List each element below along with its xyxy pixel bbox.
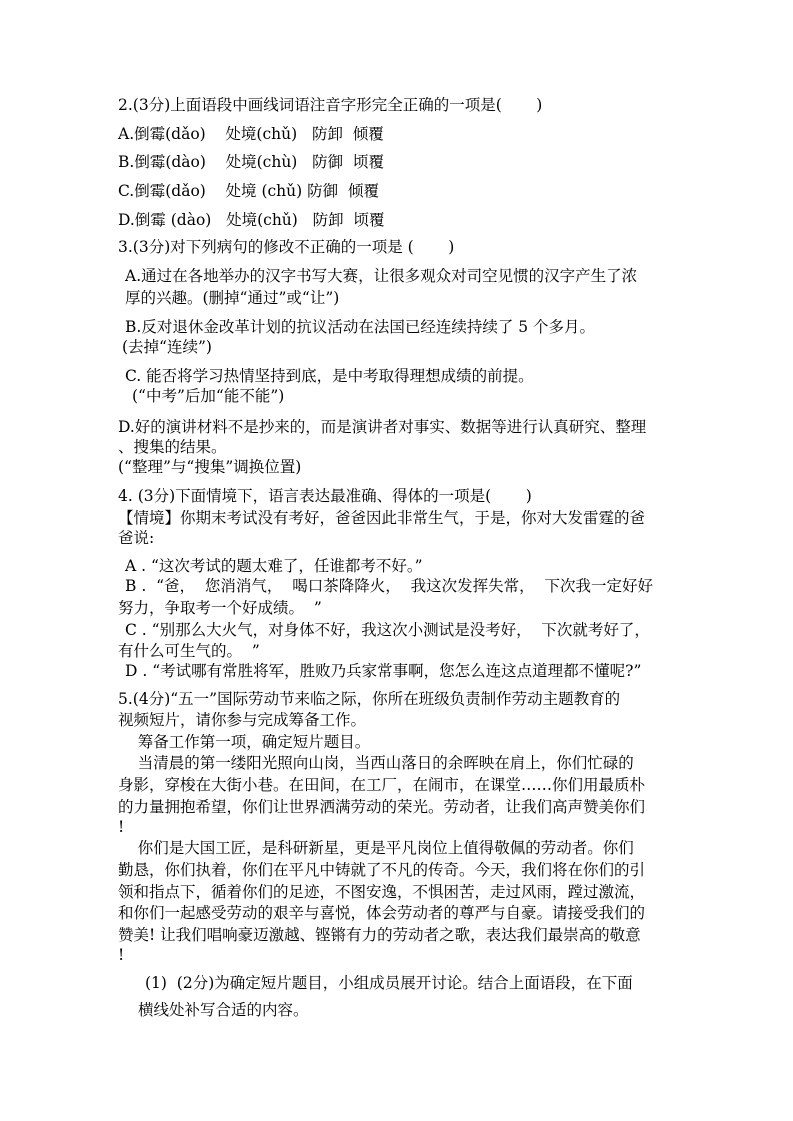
q3-option-a-line2: 厚的兴趣。(删掉“通过”或“让”) — [125, 289, 340, 307]
q5-passage1-line3: 的力量拥抱希望，你们让世界洒满劳动的荣光。劳动者，让我们高声赞美你们 — [118, 798, 646, 816]
q4-option-c-line2: 有什么可生气的。 ” — [118, 642, 260, 660]
q4-option-b-line1: B . “爸， 您消消气， 喝口茶降降火， 我这次发挥失常， 下次我一定好好 — [125, 577, 653, 595]
q3-option-d-line1: D.好的演讲材料不是抄来的，而是演讲者对事实、数据等进行认真研究、整理 — [118, 418, 647, 436]
q5-passage1-line2: 身影，穿梭在大街小巷。在田间，在工厂，在闹市，在课堂……你们用最质朴 — [118, 776, 646, 794]
q2-stem: 2.(3分)上面语段中画线词语注音字形完全正确的一项是( ) — [118, 96, 543, 114]
q4-option-c-line1: C . “别那么大火气，对身体不好，我这次小测试是没考好， 下次就考好了， — [125, 621, 650, 639]
q5-task: 筹备工作第一项，确定短片题目。 — [118, 733, 371, 751]
q3-option-d-line3: (“整理”与“搜集”调换位置) — [118, 458, 302, 476]
q5-stem-line1: 5.(4分)“五一”国际劳动节来临之际，你所在班级负责制作劳动主题教育的 — [118, 690, 621, 708]
q5-sub1-line2: 横线处补写合适的内容。 — [138, 1001, 309, 1019]
q5-passage2-line4: 和你们一起感受劳动的艰辛与喜悦，体会劳动者的尊严与自豪。请接受我们的 — [118, 904, 646, 922]
q3-option-a-line1: A.通过在各地举办的汉字书写大赛，让很多观众对司空见惯的汉字产生了浓 — [125, 267, 638, 285]
q2-option-a: A.倒霉(dǎo) 处境(chǔ) 防卸 倾覆 — [118, 125, 384, 143]
q3-option-b-line2: (去掉“连续”) — [122, 338, 212, 356]
q5-passage2-line6: ! — [118, 946, 125, 964]
q4-option-b-line2: 努力，争取考一个好成绩。 ” — [118, 599, 322, 617]
q5-stem-line2: 视频短片，请你参与完成筹备工作。 — [118, 711, 367, 729]
q5-passage2-line3: 领和指点下，循着你们的足迹，不图安逸，不惧困苦，走过风雨，蹚过激流， — [118, 883, 646, 901]
q5-sub1-line1: (1) (2分)为确定短片题目，小组成员展开讨论。结合上面语段，在下面 — [145, 974, 633, 992]
q3-option-d-line2: 、搜集的结果。 — [118, 438, 227, 456]
q5-passage2-line5: 赞美! 让我们唱响豪迈激越、铿锵有力的劳动者之歌，表达我们最崇高的敬意 — [118, 926, 641, 944]
q3-option-c-line2: (“中考”后加“能不能”) — [132, 387, 285, 405]
q5-passage2-line1: 你们是大国工匠，是科研新星，更是平凡岗位上值得敬佩的劳动者。你们 — [118, 839, 634, 857]
q4-stem: 4. (3分)下面情境下，语言表达最准确、得体的一项是( ) — [118, 487, 532, 505]
q4-option-a: A . “这次考试的题太难了，任谁都考不好。” — [125, 557, 423, 575]
q3-option-c-line1: C. 能否将学习热情坚持到底，是中考取得理想成绩的前提。 — [125, 367, 534, 385]
q3-stem: 3.(3分)对下列病句的修改不正确的一项是 ( ) — [118, 238, 455, 256]
q4-context-line2: 爸说: — [118, 529, 155, 547]
q3-option-b-line1: B.反对退休金改革计划的抗议活动在法国已经连续持续了 5 个多月。 — [125, 318, 596, 336]
q5-passage1-line1: 当清晨的第一缕阳光照向山岗，当西山落日的余晖映在肩上，你们忙碌的 — [118, 754, 634, 772]
q5-passage2-line2: 勤恳，你们执着，你们在平凡中铸就了不凡的传奇。今天，我们将在你们的引 — [118, 861, 646, 879]
q2-option-b: B.倒霉(dào) 处境(chù) 防御 顷覆 — [118, 153, 384, 171]
q4-context-line1: 【情境】你期末考试没有考好，爸爸因此非常生气，于是，你对大发雷霆的爸 — [118, 509, 646, 527]
q5-passage1-line4: ! — [118, 818, 125, 836]
q4-option-d: D . “考试哪有常胜将军，胜败乃兵家常事啊，您怎么连这点道理都不懂呢?” — [125, 662, 642, 680]
q2-option-d: D.倒霉 (dào) 处境(chǔ) 防卸 顷覆 — [118, 211, 385, 229]
q2-option-c: C.倒霉(dǎo) 处境 (chǔ) 防御 倾覆 — [118, 182, 379, 200]
